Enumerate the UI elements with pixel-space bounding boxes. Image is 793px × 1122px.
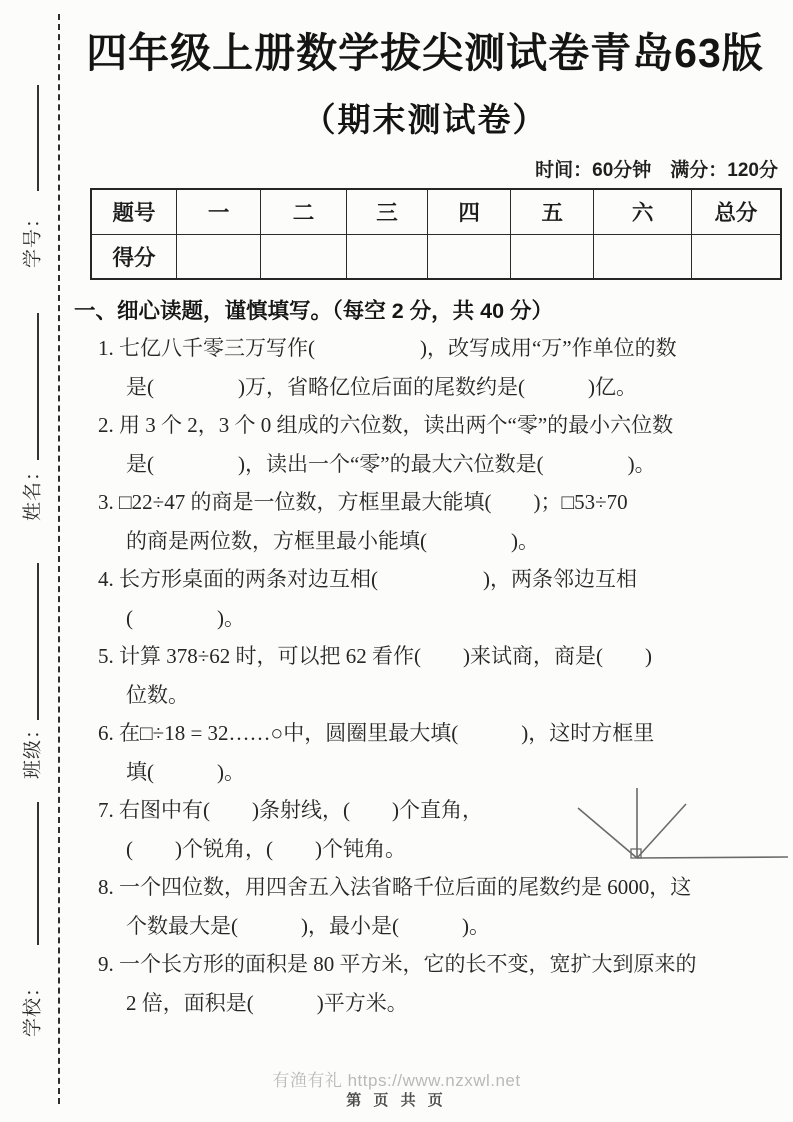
time-score-info: 时间：60分钟 满分：120分 <box>535 160 778 181</box>
class-blank-line <box>37 563 39 720</box>
ray-horizontal <box>637 857 788 858</box>
question-2 <box>98 406 780 483</box>
header-question-no: 题号 <box>91 189 177 234</box>
question-line: 个数最大是( )，最小是( )。 <box>126 913 490 938</box>
school-blank-line <box>37 802 39 945</box>
question-line: 位数。 <box>126 682 189 707</box>
question-line: 3. □22÷47 的商是一位数，方框里最大能填( )；□53÷70 <box>98 490 628 514</box>
class-label: 班级： <box>22 718 44 780</box>
rays-figure <box>570 786 792 866</box>
question-line: 是( )万，省略亿位后面的尾数约是( )亿。 <box>126 374 637 399</box>
footer-site-link: 有渔有礼 https://www.nzxwl.net <box>272 1071 521 1090</box>
question-line: 4. 长方形桌面的两条对边互相( )，两条邻边互相 <box>98 567 637 591</box>
name-label: 姓名： <box>22 460 44 522</box>
student-id-blank-line <box>37 85 39 191</box>
question-6 <box>98 714 780 791</box>
ray-up-left <box>578 808 637 858</box>
name-blank-line <box>37 313 39 460</box>
score-cell <box>261 234 347 279</box>
question-line: ( )个锐角，( )个钝角。 <box>126 836 406 861</box>
score-row-label: 得分 <box>91 234 177 279</box>
question-line: 7. 右图中有( )条射线，( )个直角， <box>98 798 483 822</box>
score-cell <box>510 234 593 279</box>
score-cell <box>428 234 511 279</box>
header-section-4: 四 <box>428 189 511 234</box>
paper-subtitle: （期末测试卷） <box>302 101 548 138</box>
question-line: 的商是两位数，方框里最小能填( )。 <box>126 528 539 553</box>
question-8 <box>98 868 780 945</box>
score-table-header-row <box>91 189 781 234</box>
section-one-heading: 一、细心读题，谨慎填写。（每空 2 分，共 40 分） <box>74 299 554 323</box>
student-id-label: 学号： <box>22 207 44 269</box>
question-line: 5. 计算 378÷62 时，可以把 62 看作( )来试商，商是( ) <box>98 644 652 668</box>
school-label: 学校： <box>22 976 44 1038</box>
score-table-score-row <box>91 234 781 279</box>
header-section-6: 六 <box>594 189 691 234</box>
footer-page-number: 第 页 共 页 <box>346 1092 447 1109</box>
question-line: 6. 在□÷18 = 32……○中，圆圈里最大填( )，这时方框里 <box>98 721 655 745</box>
score-cell <box>691 234 781 279</box>
question-5 <box>98 637 780 714</box>
paper-title: 四年级上册数学拔尖测试卷青岛63版 <box>86 30 764 76</box>
question-line: 2. 用 3 个 2，3 个 0 组成的六位数，读出两个“零”的最小六位数 <box>98 413 674 437</box>
question-line: 2 倍，面积是( )平方米。 <box>126 990 408 1015</box>
question-line: 9. 一个长方形的面积是 80 平方米，它的长不变，宽扩大到原来的 <box>98 952 697 976</box>
header-section-5: 五 <box>510 189 593 234</box>
seal-dashed-line <box>58 14 60 1104</box>
paper-content <box>72 28 778 1022</box>
header-section-1: 一 <box>177 189 261 234</box>
score-cell <box>594 234 691 279</box>
question-3 <box>98 483 780 560</box>
question-line: 是( )，读出一个“零”的最大六位数是( )。 <box>126 451 656 476</box>
question-line: 1. 七亿八千零三万写作( )，改写成用“万”作单位的数 <box>98 336 677 360</box>
question-line: ( )。 <box>126 605 245 630</box>
question-list <box>98 329 780 1022</box>
header-total: 总分 <box>691 189 781 234</box>
score-cell <box>346 234 427 279</box>
question-1 <box>98 329 780 406</box>
question-4 <box>98 560 780 637</box>
header-section-3: 三 <box>346 189 427 234</box>
question-9 <box>98 945 780 1022</box>
score-table <box>90 188 782 280</box>
score-cell <box>177 234 261 279</box>
question-line: 填( )。 <box>126 759 245 784</box>
ray-up-right <box>637 804 686 858</box>
header-section-2: 二 <box>261 189 347 234</box>
question-line: 8. 一个四位数，用四舍五入法省略千位后面的尾数约是 6000，这 <box>98 875 692 899</box>
